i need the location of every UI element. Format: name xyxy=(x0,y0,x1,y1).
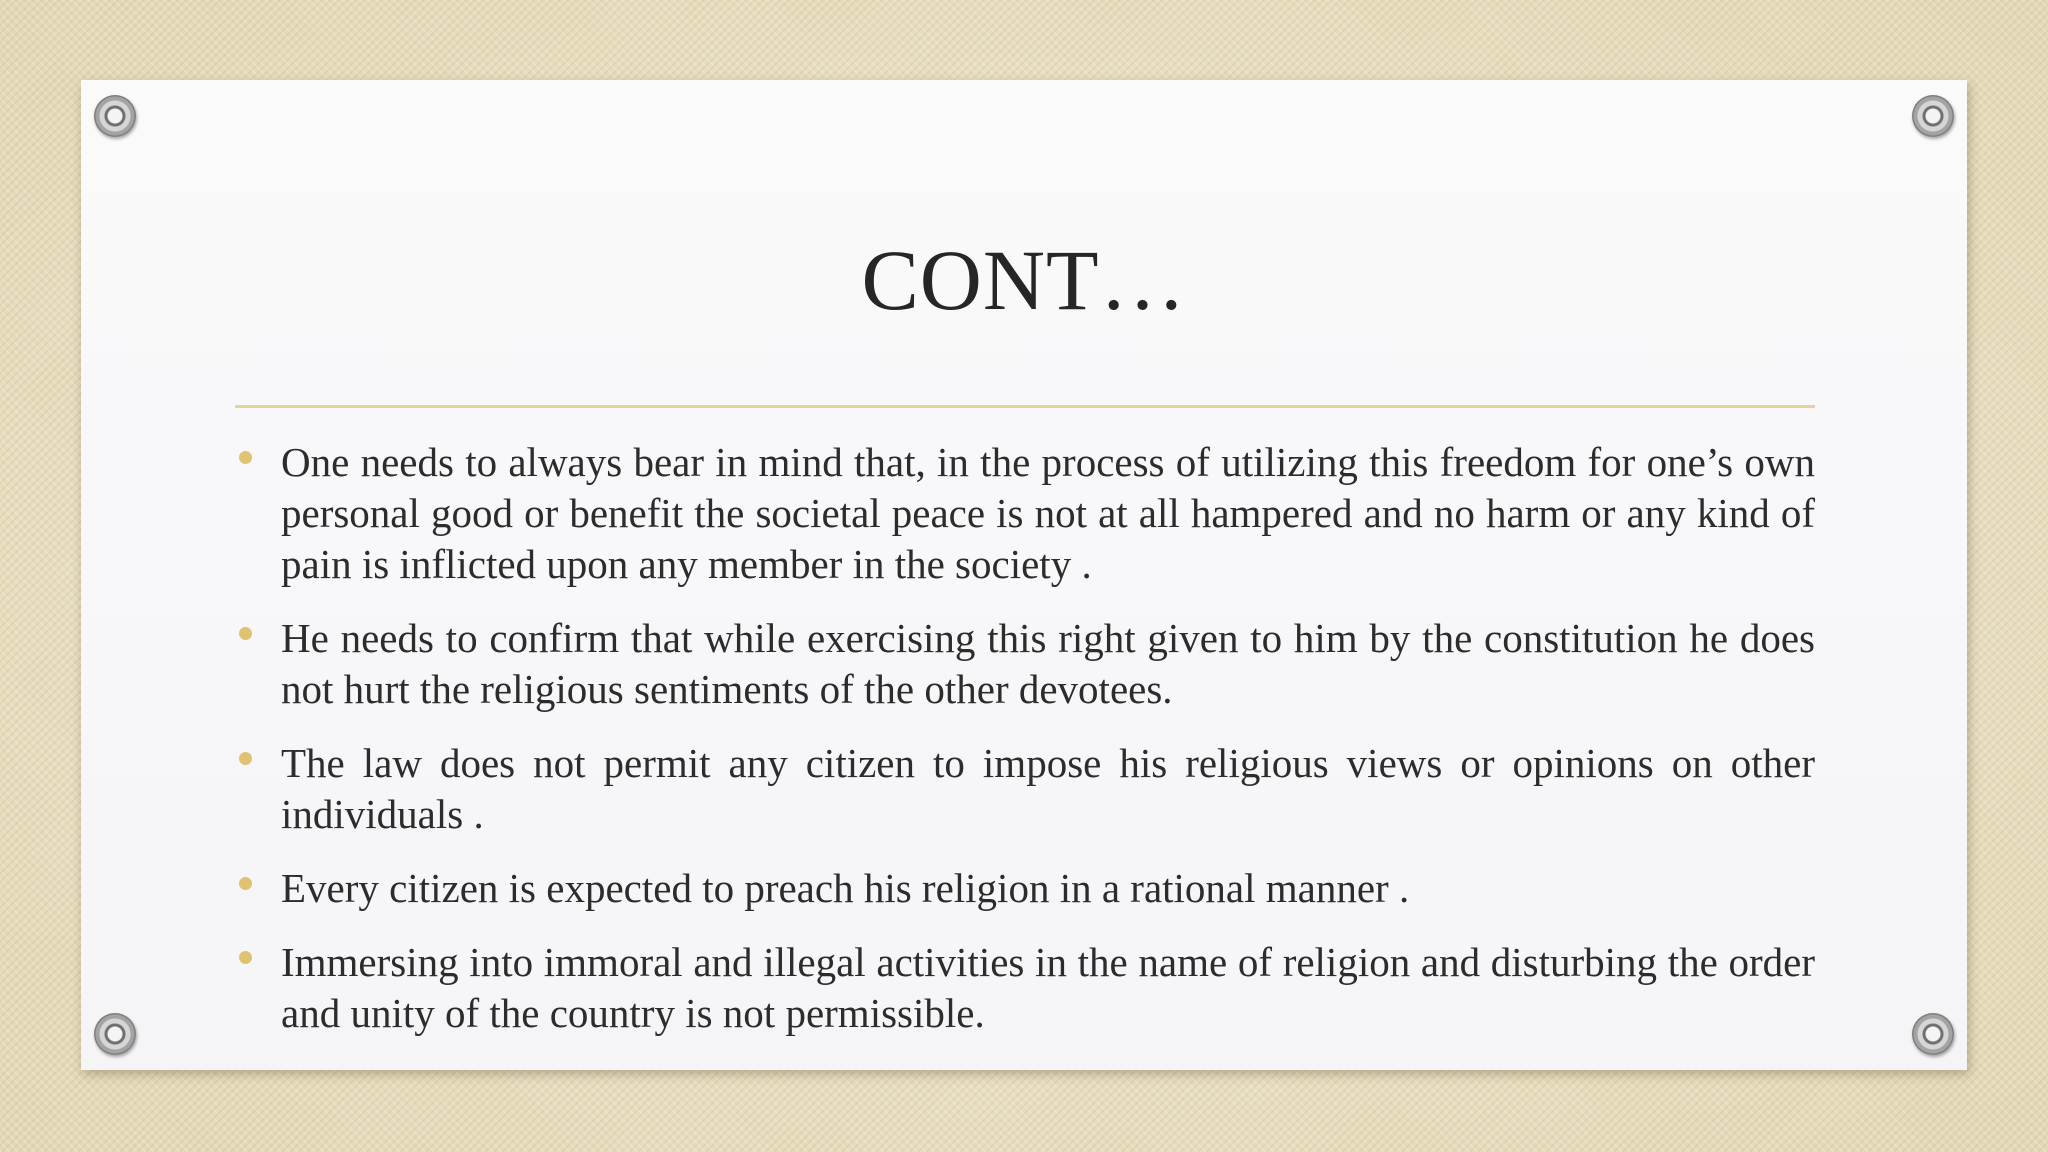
bullet-item xyxy=(235,437,1815,590)
bullet-item xyxy=(235,738,1815,840)
grommet-icon xyxy=(1912,1013,1954,1055)
bullet-list xyxy=(235,437,1815,1062)
bullet-text: The law does not permit any citizen to impose his religious views or opinions on other individuals . xyxy=(281,740,1815,837)
grommet-icon xyxy=(1912,95,1954,137)
bullet-item xyxy=(235,863,1815,914)
bullet-text: He needs to confirm that while exercising this right given to him by the constitution he does not hurt the religious sentiments of the other devotees. xyxy=(281,615,1815,712)
bullet-text: One needs to always bear in mind that, in the process of utilizing this freedom for one’s own personal good or benefit the societal peace is not at all hampered and no harm or any kind of pain is inflicted upon any member in the society . xyxy=(281,439,1815,587)
grommet-icon xyxy=(94,95,136,137)
bullet-dot-icon xyxy=(239,451,252,464)
bullet-dot-icon xyxy=(239,951,252,964)
bullet-text: Every citizen is expected to preach his religion in a rational manner . xyxy=(281,865,1410,911)
bullet-text: Immersing into immoral and illegal activities in the name of religion and disturbing the order and unity of the country is not permissible. xyxy=(281,939,1815,1036)
bullet-item xyxy=(235,937,1815,1039)
bullet-dot-icon xyxy=(239,627,252,640)
bullet-item xyxy=(235,613,1815,715)
bullet-dot-icon xyxy=(239,752,252,765)
bullet-dot-icon xyxy=(239,877,252,890)
slide-title: CONT… xyxy=(861,232,1187,328)
slide-card xyxy=(81,80,1967,1070)
grommet-icon xyxy=(94,1013,136,1055)
title-divider xyxy=(235,405,1815,408)
